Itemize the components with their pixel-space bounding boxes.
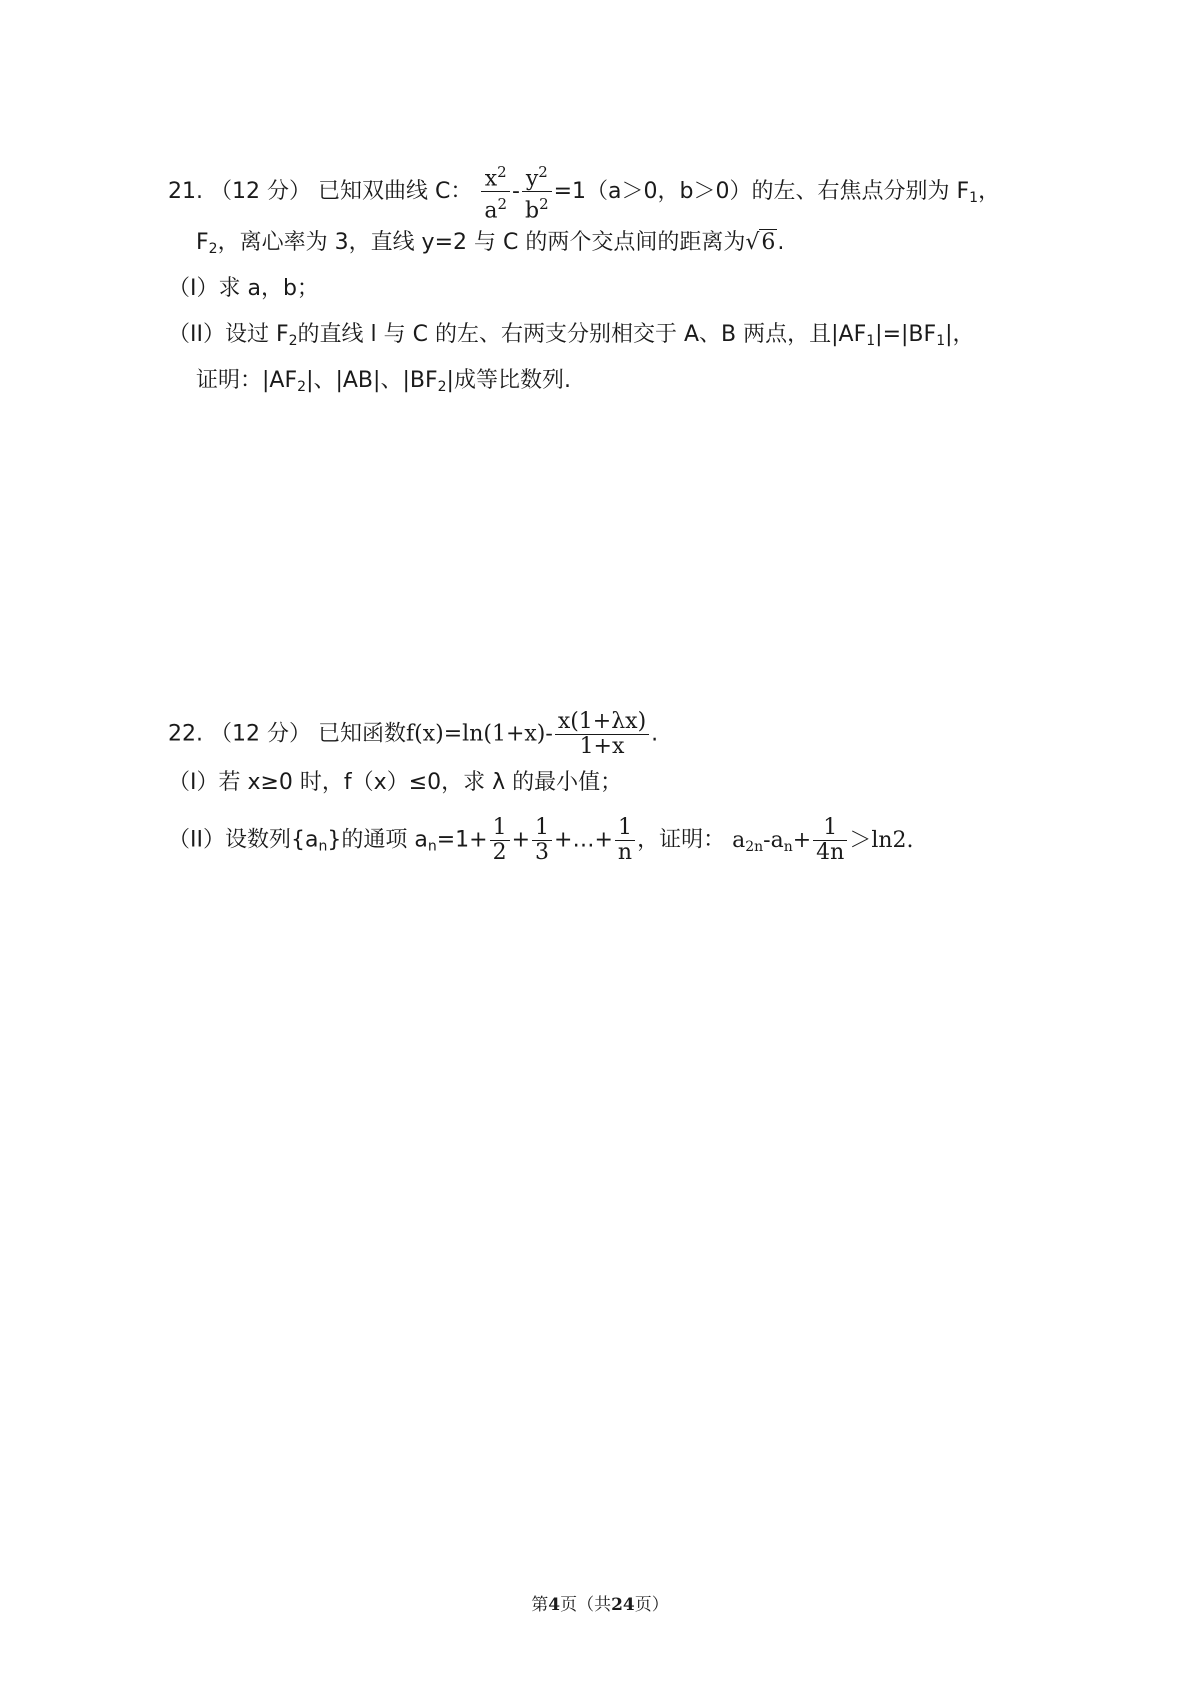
- q21-fraction-x2-a2: $\frac{x^2}{a^2}$: [481, 160, 510, 224]
- q21-part2: （II）设过 $F_2$的直线 l 与 C 的左、右两支分别相交于 A、B 两点，且$|AF_1|=|BF_1|$，: [168, 322, 975, 349]
- sqrt-6: √6: [745, 230, 776, 255]
- q21-eq-rest: =1（a＞0，b＞0）的左、右焦点分别为 F: [553, 178, 970, 204]
- q22-part2: （II）设数列$\{a_n\}$的通项 $a_n=1+$ $\frac{1}{2}$ + $\frac{1}{3}$ +…+ $\frac{1}{n}$ ，证明： $a_{2n}-a_n+$ $\frac{1}{4n}$ ＞ln2.: [168, 815, 914, 865]
- q21-line1: 21. （12 分） 已知双曲线 C： $\frac{x^2}{a^2}$ - $\frac{y^2}{b^2}$ =1（a＞0，b＞0）的左、右焦点分别为 $F_1$，: [168, 160, 1000, 224]
- frac-1-3: $\frac{1}{3}$: [532, 816, 552, 865]
- q21-lead: 已知双曲线 C：: [318, 178, 473, 204]
- q21-score: （12 分）: [210, 178, 311, 204]
- q22-lead: 已知函数: [318, 721, 407, 747]
- q22-score: （12 分）: [210, 721, 311, 747]
- q21-proof: 证明：$|AF_2|$、|AB|、$|BF_2|$成等比数列.: [196, 368, 571, 395]
- q22-number: 22.: [168, 721, 203, 747]
- q21-line2-text: ，离心率为 3，直线 y=2 与 C 的两个交点间的距离为: [217, 230, 746, 255]
- q21-number: 21.: [168, 178, 203, 204]
- q22-line1: 22. （12 分） 已知函数f(x)=ln(1+x)- $\frac{x(1+\lambda x)}{1+x}$ .: [168, 709, 659, 759]
- q21-minus: -: [512, 178, 520, 204]
- q22-fraction: $\frac{x(1+\lambda x)}{1+x}$: [555, 710, 649, 759]
- page-footer: 第4页（共24页）: [531, 1595, 669, 1615]
- q22-inequality: $a_{2n}-a_n+$ $\frac{1}{4n}$ ＞ln2.: [732, 815, 914, 865]
- q21-part1: （I）求 a，b；: [168, 276, 319, 301]
- frac-1-2: $\frac{1}{2}$: [490, 816, 510, 865]
- q21-line2: $F_2$，离心率为 3，直线 y=2 与 C 的两个交点间的距离为√6.: [196, 230, 785, 257]
- q22-part1: （I）若 x≥0 时，f（x）≤0，求 λ 的最小值；: [168, 770, 623, 795]
- frac-1-4n: $\frac{1}{4n}$: [813, 816, 847, 865]
- q22-function: f(x)=ln(1+x)-: [406, 721, 553, 747]
- frac-1-n: $\frac{1}{n}$: [615, 816, 635, 865]
- q21-fraction-y2-b2: $\frac{y^2}{b^2}$: [522, 160, 552, 224]
